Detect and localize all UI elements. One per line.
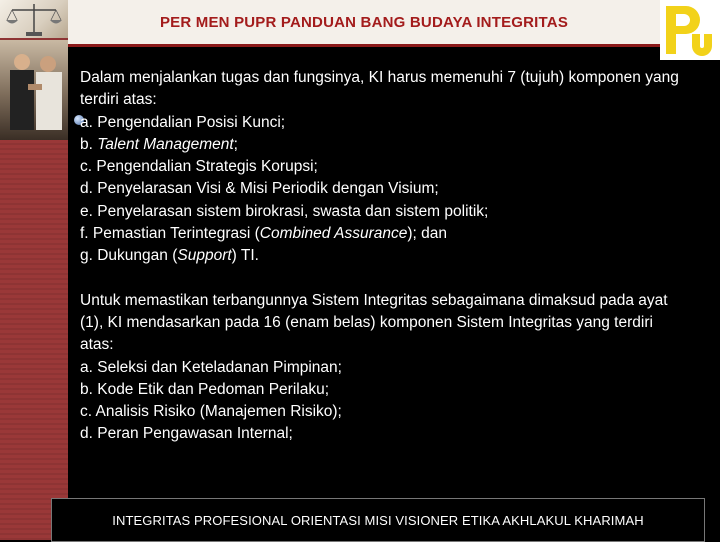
list-item: a. Seleksi dan Keteladanan Pimpinan; <box>80 358 342 376</box>
page-title: PER MEN PUPR PANDUAN BANG BUDAYA INTEGRITAS <box>159 13 569 31</box>
list-item: c. Analisis Risiko (Manajemen Risiko); <box>80 403 342 421</box>
list-item: f. Pemastian Terintegrasi (Combined Assurance); dan <box>80 225 448 243</box>
main-content <box>80 67 680 446</box>
list-item: b. Talent Management; <box>80 135 238 153</box>
list-item: b. Kode Etik dan Pedoman Perilaku; <box>80 380 330 398</box>
pupr-logo <box>660 0 720 60</box>
paragraph-1-intro: Dalam menjalankan tugas dan fungsinya, KI harus memenuhi 7 (tujuh) komponen yang terdiri atas: <box>80 69 679 109</box>
footer-values-banner <box>51 498 705 542</box>
list-item: d. Peran Pengawasan Internal; <box>80 425 293 443</box>
justice-scales-image <box>0 0 68 38</box>
list-item: c. Pengendalian Strategis Korupsi; <box>80 158 318 176</box>
officials-photo <box>0 40 68 140</box>
footer-text: INTEGRITAS PROFESIONAL ORIENTASI MISI VISIONER ETIKA AKHLAKUL KHARIMAH <box>112 512 644 528</box>
header-bar <box>68 0 660 47</box>
list-item: d. Penyelarasan Visi & Misi Periodik dengan Visium; <box>80 180 439 198</box>
paragraph-2-intro: Untuk memastikan terbangunnya Sistem Integritas sebagaimana dimaksud pada ayat (1), KI mendasarkan pada 16 (enam belas) komponen Sistem Integritas yang terdiri atas: <box>80 291 668 354</box>
list-item: e. Penyelarasan sistem birokrasi, swasta dan sistem politik; <box>80 202 489 220</box>
list-item: a. Pengendalian Posisi Kunci; <box>80 113 286 131</box>
list-item: g. Dukungan (Support) TI. <box>80 247 259 265</box>
